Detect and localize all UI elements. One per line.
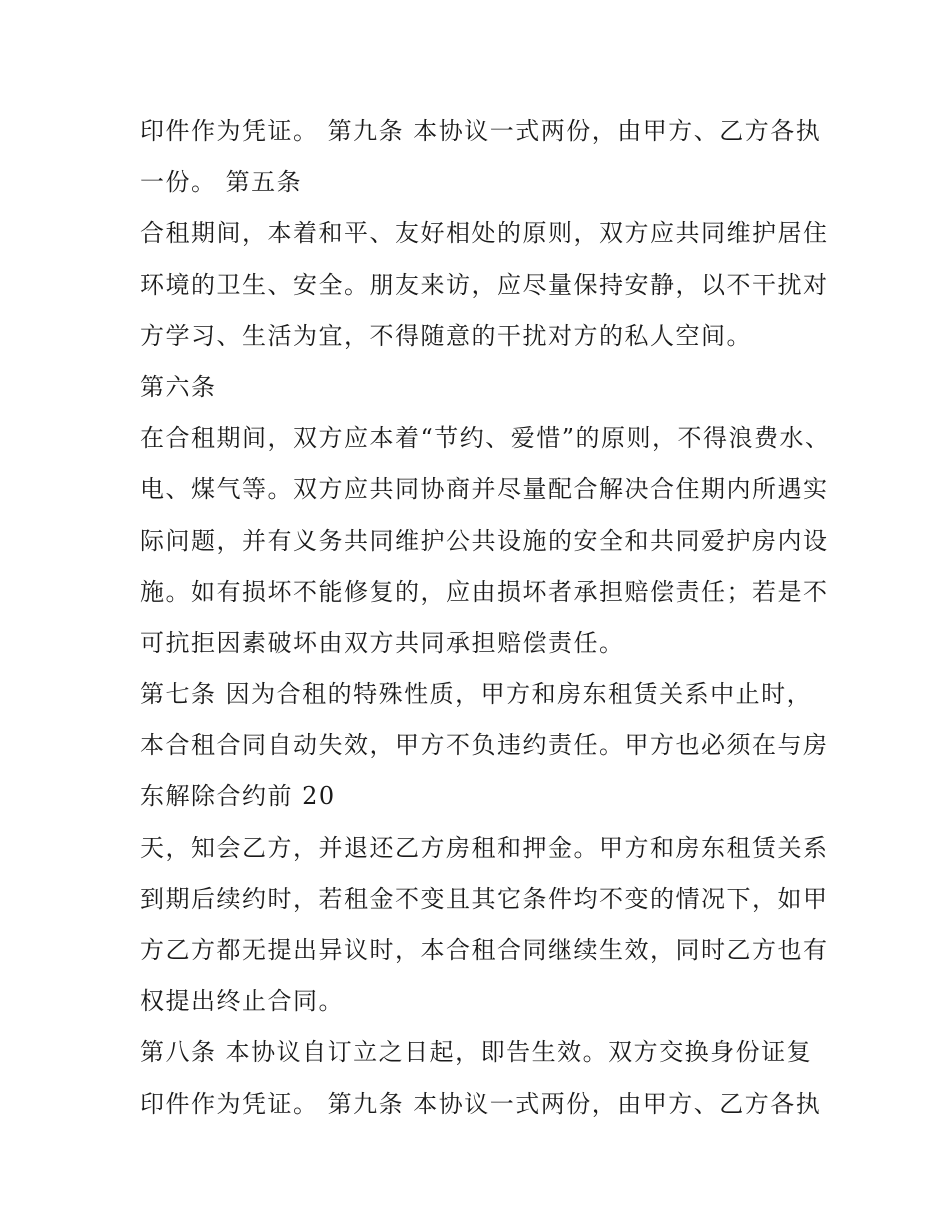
text-line: 方乙方都无提出异议时，本合租合同继续生效，同时乙方也有 (140, 936, 829, 964)
text-line: 东解除合约前 20 (140, 782, 336, 811)
text-line: 第八条 本协议自订立之日起，即告生效。双方交换身份证复 (140, 1038, 813, 1067)
text-line: 际问题，并有义务共同维护公共设施的安全和共同爱护房内设 (140, 526, 829, 555)
text-line: 第七条 因为合租的特殊性质，甲方和房东租赁关系中止时， (140, 680, 813, 709)
text-line: 方学习、生活为宜，不得随意的干扰对方的私人空间。 (140, 321, 752, 350)
text-line: 在合租期间，双方应本着“节约、爱惜”的原则，不得浪费水、 (140, 424, 831, 453)
text-line: 权提出终止合同。 (140, 987, 344, 1016)
document-body (140, 106, 831, 1130)
text-line: 本合租合同自动失效，甲方不负违约责任。甲方也必须在与房 (140, 731, 829, 760)
text-line: 可抗拒因素破坏由双方共同承担赔偿责任。 (140, 628, 625, 657)
text-line: 施。如有损坏不能修复的，应由损坏者承担赔偿责任；若是不 (140, 577, 829, 606)
text-line: 印件作为凭证。 第九条 本协议一式两份，由甲方、乙方各执 (140, 117, 822, 145)
text-line: 电、煤气等。双方应共同协商并尽量配合解决合住期内所遇实 (140, 475, 829, 504)
text-line: 一份。 第五条 (140, 168, 303, 197)
text-line: 天，知会乙方，并退还乙方房租和押金。甲方和房东租赁关系 (140, 833, 829, 862)
text-line: 第六条 (140, 372, 217, 401)
text-line: 环境的卫生、安全。朋友来访，应尽量保持安静，以不干扰对 (140, 270, 829, 299)
text-line: 合租期间，本着和平、友好相处的原则，双方应共同维护居住 (140, 219, 829, 248)
text-line: 到期后续约时，若租金不变且其它条件均不变的情况下，如甲 (140, 884, 829, 913)
text-line: 印件作为凭证。 第九条 本协议一式两份，由甲方、乙方各执 (140, 1089, 822, 1118)
